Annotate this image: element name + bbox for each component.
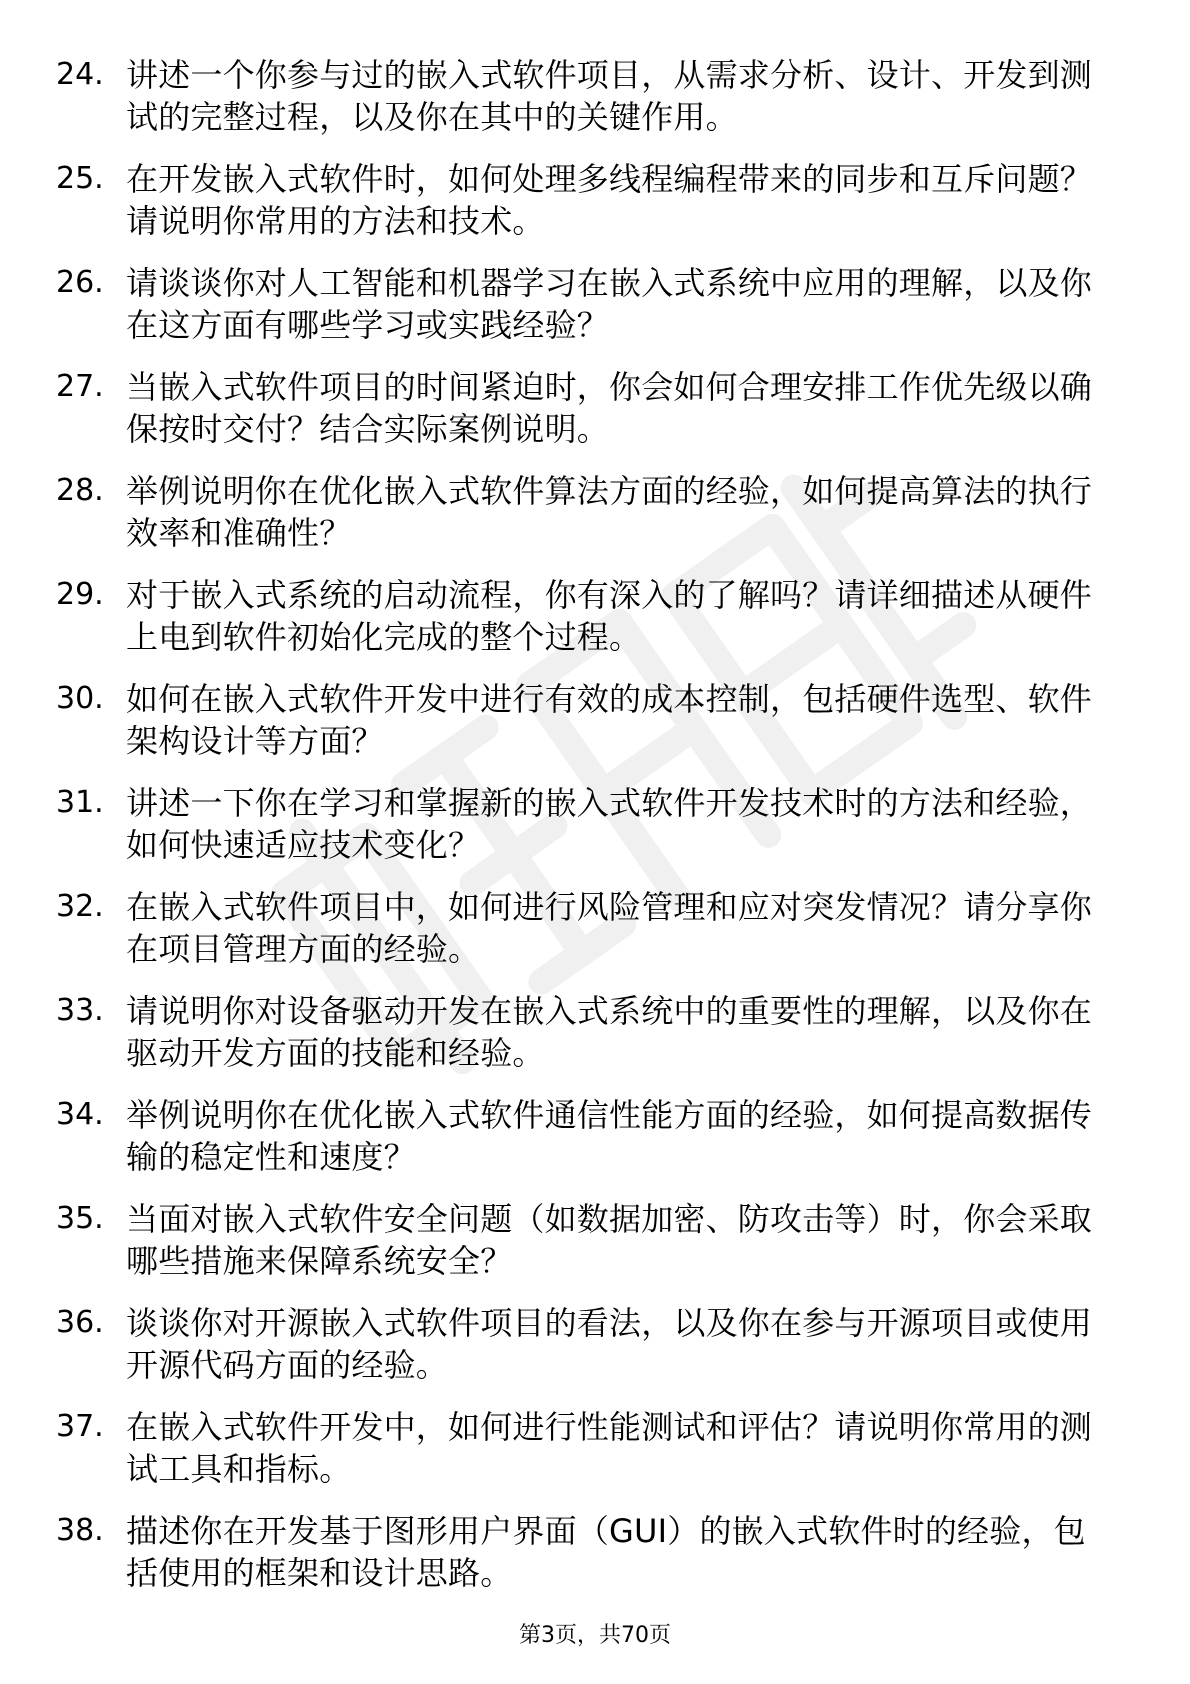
question-text: 谈谈你对开源嵌入式软件项目的看法，以及你在参与开源项目或使用开源代码方面的经验。 [126,1304,1093,1384]
question-text: 在嵌入式软件项目中，如何进行风险管理和应对突发情况？请分享你在项目管理方面的经验。 [126,888,1093,968]
question-text: 讲述一下你在学习和掌握新的嵌入式软件开发技术时的方法和经验，如何快速适应技术变化？ [126,784,1093,864]
question-number: 25. [56,161,104,196]
question-number: 36. [56,1305,104,1340]
question-item-32 [56,886,1116,990]
question-text: 描述你在开发基于图形用户界面（GUI）的嵌入式软件时的经验，包括使用的框架和设计思路。 [126,1512,1086,1592]
question-text: 对于嵌入式系统的启动流程，你有深入的了解吗？请详细描述从硬件上电到软件初始化完成的整个过程。 [126,576,1093,656]
question-item-26 [56,262,1116,366]
question-number: 34. [56,1097,104,1132]
question-text: 在嵌入式软件开发中，如何进行性能测试和评估？请说明你常用的测试工具和指标。 [126,1408,1093,1488]
page-number-label: 第3页，共70页 [519,1623,671,1648]
question-number: 24. [56,57,104,92]
question-item-37 [56,1406,1116,1510]
question-item-25 [56,158,1116,262]
question-text: 请说明你对设备驱动开发在嵌入式系统中的重要性的理解，以及你在驱动开发方面的技能和经验。 [126,992,1093,1072]
question-text: 请谈谈你对人工智能和机器学习在嵌入式系统中应用的理解，以及你在这方面有哪些学习或实践经验？ [126,264,1093,344]
question-number: 31. [56,785,104,820]
question-item-35 [56,1198,1116,1302]
question-number: 33. [56,993,104,1028]
question-text: 举例说明你在优化嵌入式软件算法方面的经验，如何提高算法的执行效率和准确性？ [126,472,1093,552]
question-item-31 [56,782,1116,886]
question-item-36 [56,1302,1116,1406]
question-text: 当面对嵌入式软件安全问题（如数据加密、防攻击等）时，你会采取哪些措施来保障系统安全？ [126,1200,1093,1280]
question-text: 举例说明你在优化嵌入式软件通信性能方面的经验，如何提高数据传输的稳定性和速度？ [126,1096,1093,1176]
question-number: 37. [56,1409,104,1444]
question-text: 如何在嵌入式软件开发中进行有效的成本控制，包括硬件选型、软件架构设计等方面？ [126,680,1093,760]
question-item-24 [56,54,1116,158]
page-footer [0,1622,1190,1650]
question-number: 38. [56,1513,104,1548]
question-item-27 [56,366,1116,470]
question-number: 27. [56,369,104,404]
question-item-28 [56,470,1116,574]
question-number: 29. [56,577,104,612]
question-number: 28. [56,473,104,508]
question-text: 当嵌入式软件项目的时间紧迫时，你会如何合理安排工作优先级以确保按时交付？结合实际案例说明。 [126,368,1093,448]
question-item-33 [56,990,1116,1094]
question-number: 32. [56,889,104,924]
question-number: 26. [56,265,104,300]
question-number: 30. [56,681,104,716]
question-text: 在开发嵌入式软件时，如何处理多线程编程带来的同步和互斥问题？请说明你常用的方法和技术。 [126,160,1093,240]
question-item-38 [56,1510,1116,1614]
question-text: 讲述一个你参与过的嵌入式软件项目，从需求分析、设计、开发到测试的完整过程，以及你在其中的关键作用。 [126,56,1093,136]
question-list [56,54,1116,1614]
question-item-29 [56,574,1116,678]
question-item-34 [56,1094,1116,1198]
question-item-30 [56,678,1116,782]
question-number: 35. [56,1201,104,1236]
